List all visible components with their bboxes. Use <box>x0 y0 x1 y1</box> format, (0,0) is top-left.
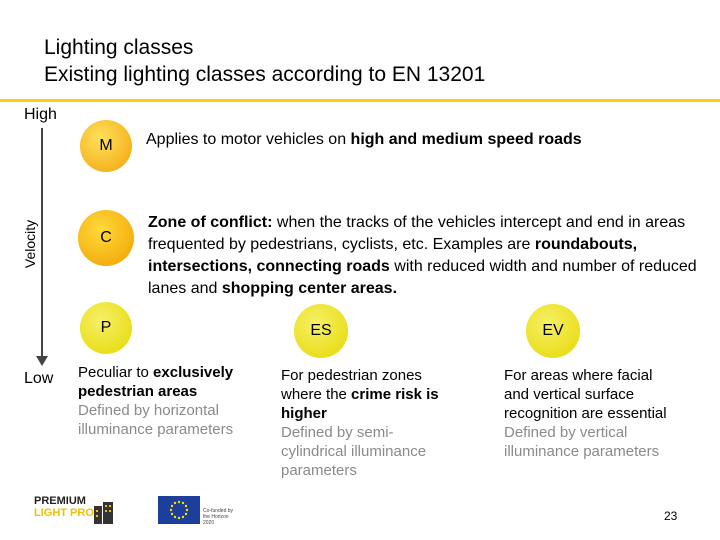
class-es-label: ES <box>310 322 332 339</box>
eu-stars-icon <box>158 496 200 524</box>
page-number: 23 <box>664 509 678 523</box>
class-ev-definition: Defined by vertical illuminance parameters <box>504 424 660 460</box>
class-p-definition: Defined by horizontal illuminance parameters <box>78 402 234 438</box>
class-c-description <box>148 212 708 300</box>
velocity-arrow-icon <box>36 356 48 366</box>
class-ev-label: EV <box>542 322 564 339</box>
class-es-bold: crime risk is higher <box>281 386 439 422</box>
building-icon <box>92 500 118 524</box>
class-p-text: Peculiar to <box>78 364 154 381</box>
axis-velocity-label: Velocity <box>22 219 38 269</box>
title-line-2: Existing lighting classes according to EN 13201 <box>44 63 486 86</box>
class-es-definition: Defined by semi-cylindrical illuminance parameters <box>281 424 427 479</box>
class-m-label: M <box>99 137 113 154</box>
class-m-text: Applies to motor vehicles on <box>146 131 351 148</box>
class-c-label: C <box>100 229 112 246</box>
class-m-bold: high and medium speed roads <box>350 131 582 148</box>
eu-funding-text: Co-funded by the Horizon 2020 <box>203 508 234 526</box>
class-ev-circle <box>526 304 580 358</box>
logo-line-1: PREMIUM <box>34 495 86 507</box>
axis-high-label: High <box>24 106 57 123</box>
class-c-circle <box>78 210 134 266</box>
class-m-description <box>146 131 582 149</box>
axis-low-label: Low <box>24 370 54 387</box>
class-c-text-1: when the tracks of the vehicles intercept and end in areas frequented by pedestrians, cyclists, etc. Examples are <box>148 214 686 253</box>
class-es-circle <box>294 304 348 358</box>
class-p-bold: exclusively pedestrian areas <box>78 364 234 400</box>
class-ev-text: For areas where facial and vertical surface recognition are essential <box>504 367 667 422</box>
title-divider <box>0 99 720 102</box>
class-c-text-2: with reduced width and number of reduced lanes and <box>148 258 697 297</box>
class-c-bold-1: Zone of conflict: <box>148 214 273 231</box>
class-c-bold-3: shopping center areas. <box>221 280 398 297</box>
class-es-text: For pedestrian zones where the <box>281 367 422 403</box>
logo-line-2: LIGHT PRO <box>34 507 94 519</box>
class-m-circle <box>80 120 132 172</box>
page-title <box>44 34 485 88</box>
class-p-description <box>78 363 238 439</box>
velocity-axis-line <box>41 128 43 362</box>
eu-flag-icon <box>158 496 200 524</box>
class-p-label: P <box>100 319 112 336</box>
class-ev-description <box>504 366 674 461</box>
class-es-description <box>281 366 456 480</box>
class-c-bold-2: roundabouts, intersections, connecting roads <box>148 236 638 275</box>
title-line-1: Lighting classes <box>44 36 194 59</box>
class-p-circle <box>80 302 132 354</box>
